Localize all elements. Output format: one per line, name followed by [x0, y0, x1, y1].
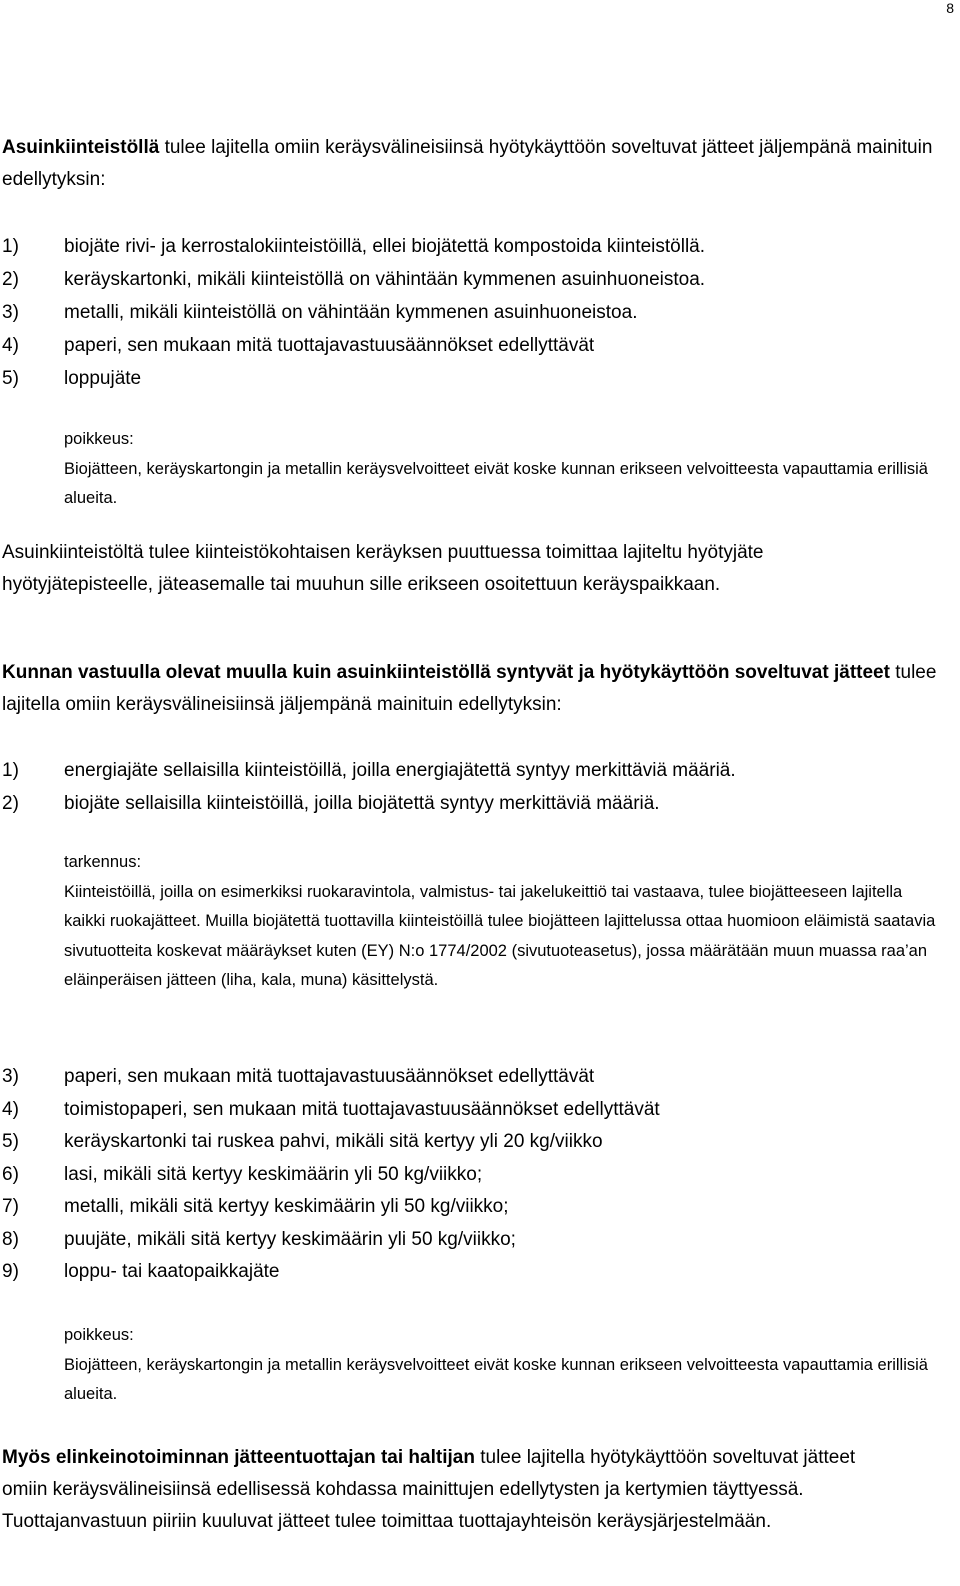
page-number: 8 [946, 0, 954, 16]
list-item [2, 788, 942, 821]
list-item [2, 1159, 942, 1192]
list-item-text: toimistopaperi, sen mukaan mitä tuottajavastuusäännökset edellyttävät [64, 1098, 660, 1120]
list-item [2, 1094, 942, 1127]
list-item-text: loppu- tai kaatopaikkajäte [64, 1261, 280, 1282]
list-item [2, 1126, 942, 1159]
list-item-text: biojäte rivi- ja kerrostalokiinteistöillä, ellei biojätettä kompostoida kiinteistöllä. [64, 236, 706, 257]
section1-exception-note [64, 425, 944, 514]
list-item-text: biojäte sellaisilla kiinteistöillä, joilla biojätettä syntyy merkittäviä määriä. [64, 793, 660, 814]
clarification-label: tarkennus: [64, 853, 142, 871]
list-item-number: 2) [2, 793, 19, 814]
list-item-text: loppujäte [64, 368, 142, 389]
list-item-number: 2) [2, 269, 19, 290]
list-item [2, 755, 942, 788]
list-item [2, 1256, 942, 1289]
section3-bold-lead: Myös elinkeinotoiminnan jätteentuottajan tai haltijan [2, 1447, 475, 1468]
list-item-text: paperi, sen mukaan mitä tuottajavastuusäännökset edellyttävät [64, 1066, 595, 1087]
section2-list-a [2, 755, 942, 821]
list-item-number: 3) [2, 302, 19, 323]
list-item-number: 8) [2, 1228, 19, 1250]
list-item [2, 1224, 942, 1257]
exception-text: Biojätteen, keräyskartongin ja metallin keräysvelvoitteet eivät koske kunnan erikseen velvoitteesta vapauttamia erillisiä alueita. [64, 1355, 928, 1404]
section1-intro-text: tulee lajitella omiin keräysvälineisiinsä hyötykäyttöön soveltuvat jätteet jäljempänä mainituin edellytyksin: [2, 137, 933, 190]
list-item-text: metalli, mikäli kiinteistöllä on vähintään kymmenen asuinhuoneistoa. [64, 302, 638, 323]
exception-label: poikkeus: [64, 430, 134, 448]
list-item [2, 330, 942, 363]
clarification-note [64, 848, 944, 996]
list-item [2, 231, 942, 264]
list-item-text: lasi, mikäli sitä kertyy keskimäärin yli 50 kg/viikko; [64, 1163, 483, 1185]
section3-text: tulee lajitella hyötykäyttöön soveltuvat jätteet omiin keräysvälineisiinsä edellisessä kohdassa mainittujen edellytysten ja kertymien täyttyessä. Tuottajanvastuun piiriin kuuluvat jätteet tulee toimittaa tuottajayhteisön keräysjärjestelmään. [2, 1447, 856, 1532]
clarification-text: Kiinteistöillä, joilla on esimerkiksi ruokaravintola, valmistus- tai jakelukeittiö tai vastaava, tulee biojätteeseen lajitella kaikki ruokajätteet. Muilla biojätettä tuottavilla kiinteistöillä tulee biojätteen lajittelussa ottaa huomioon eläimistä saatavia sivutuotteita koskevat määräykset kuten (EY) N:o 1774/2002 (sivutuoteasetus), jossa määrätään muun muassa raa’an eläinperäisen jätteen (liha, kala, muna) käsittelystä. [64, 882, 936, 990]
exception-label: poikkeus: [64, 1326, 134, 1344]
list-item-number: 7) [2, 1196, 19, 1217]
list-item-number: 5) [2, 368, 19, 389]
section2-intro-text: tulee lajitella omiin keräysvälineisiinsä jäljempänä mainituin edellytyksin: [2, 662, 937, 715]
section3-paragraph [2, 1442, 902, 1538]
list-item-text: keräyskartonki tai ruskea pahvi, mikäli sitä kertyy yli 20 kg/viikko [64, 1131, 603, 1152]
section1-intro [2, 132, 942, 196]
list-item-text: energiajäte sellaisilla kiinteistöillä, joilla energiajätettä syntyy merkittäviä määriä. [64, 760, 736, 781]
section2-intro [2, 657, 942, 721]
list-item-number: 4) [2, 1098, 19, 1120]
paragraph-residential-delivery: Asuinkiinteistöltä tulee kiinteistökohtaisen keräyksen puuttuessa toimittaa lajiteltu hyötyjäte hyötyjätepisteelle, jäteasemalle tai muuhun sille erikseen osoitettuun keräyspaikkaan. [2, 542, 764, 595]
exception-text: Biojätteen, keräyskartongin ja metallin keräysvelvoitteet eivät koske kunnan erikseen velvoitteesta vapauttamia erillisiä alueita. [64, 459, 928, 508]
list-item-number: 3) [2, 1066, 19, 1087]
section2-bold-lead: Kunnan vastuulla olevat muulla kuin asuinkiinteistöllä syntyvät ja hyötykäyttöön soveltuvat jätteet [2, 662, 890, 683]
list-item-text: metalli, mikäli sitä kertyy keskimäärin yli 50 kg/viikko; [64, 1196, 509, 1217]
list-item-number: 5) [2, 1131, 19, 1152]
list-item [2, 1061, 942, 1094]
list-item-number: 4) [2, 335, 19, 356]
list-item-number: 1) [2, 760, 19, 781]
section2-exception-note [64, 1321, 944, 1410]
list-item-text: paperi, sen mukaan mitä tuottajavastuusäännökset edellyttävät [64, 335, 595, 356]
list-item-text: keräyskartonki, mikäli kiinteistöllä on vähintään kymmenen asuinhuoneistoa. [64, 269, 706, 290]
list-item [2, 363, 942, 396]
list-item [2, 297, 942, 330]
section1-list [2, 231, 942, 396]
list-item [2, 264, 942, 297]
list-item [2, 1191, 942, 1224]
list-item-number: 1) [2, 236, 19, 257]
list-item-number: 6) [2, 1163, 19, 1185]
section1-bold-lead: Asuinkiinteistöllä [2, 137, 160, 158]
list-item-number: 9) [2, 1261, 19, 1282]
section2-list-b [2, 1061, 942, 1289]
list-item-text: puujäte, mikäli sitä kertyy keskimäärin yli 50 kg/viikko; [64, 1228, 516, 1250]
